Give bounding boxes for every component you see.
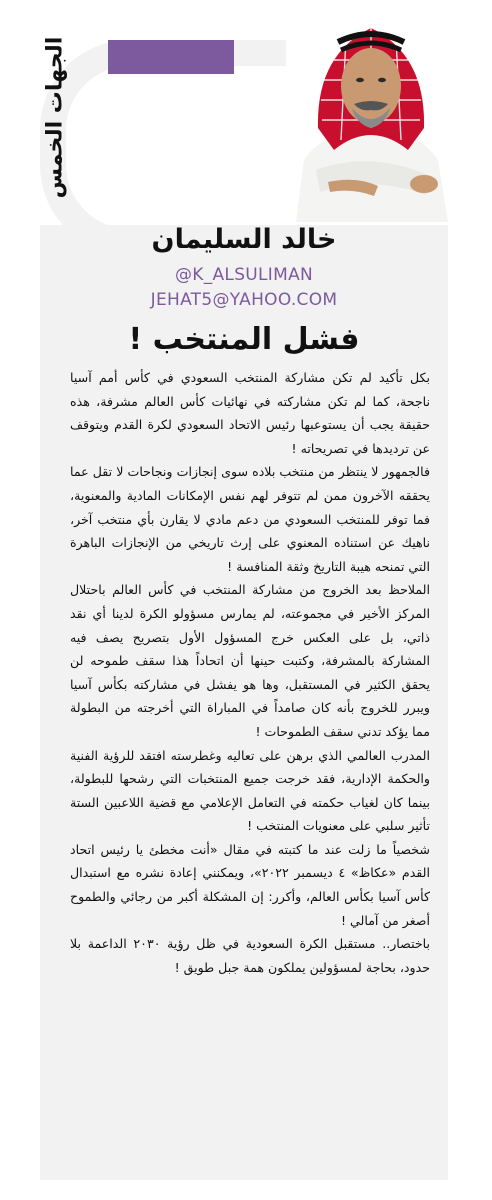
article-paragraph: الملاحظ بعد الخروج من مشاركة المنتخب في كأس العالم باحتلال المركز الأخير في مجموعته، لم يمارس مسؤولو الكرة لدينا أي نقد ذاتي، بل على العكس خرج المسؤول الأول بتصريح يصف فيه المشاركة بالمشرفة، وكتبت حينها أن اتحاداً هذا سقف طموحه لن يحقق الكثير في المستقبل، وها هو يفشل في مشاركته بكأس آسيا ويبرر للخروج بأنه كان صامداً في المباراة التي أخرجته من البطولة مما يؤكد تدني سقف الطموحات ! bbox=[70, 582, 430, 739]
author-email[interactable]: JEHAT5@YAHOO.COM bbox=[150, 290, 338, 310]
article-paragraph: فالجمهور لا ينتظر من منتخب بلاده سوى إنجازات ونجاحات لا تقل عما يحققه الآخرون ممن لم تتوفر لهم نفس الإمكانات المادية والمعنوية، فما توفر للمنتخب السعودي من دعم مادي لا يقارن بأي منتخب آخر، ناهيك عن استناده المعنوي على إرث تاريخي من الإنجازات الباهرة التي تمنحه هيبة التاريخ وثقة المنافسة ! bbox=[70, 464, 430, 574]
article-body bbox=[70, 366, 430, 979]
article-paragraph: بكل تأكيد لم تكن مشاركة المنتخب السعودي في كأس أمم آسيا ناجحة، كما لم تكن مشاركته في نهائيات كأس العالم مشرفة، هذه حقيقة يجب أن يستوعبها رئيس الاتحاد السعودي لكرة القدم ويتوقف عن ترديدها في تصريحاته ! bbox=[70, 370, 430, 456]
article-paragraph: باختصار.. مستقبل الكرة السعودية في ظل رؤية ٢٠٣٠ الداعمة بلا حدود، بحاجة لمسؤولين يملكون همة جبل طويق ! bbox=[70, 936, 430, 975]
author-twitter-handle[interactable]: @K_ALSULIMAN bbox=[174, 265, 314, 285]
article-paragraph: المدرب العالمي الذي برهن على تعاليه وغطرسته افتقد للرؤية الفنية والحكمة الإدارية، فقد خرجت جميع المنتخبات التي رشحها للبطولة، بينما كان لغياب حكمته في التعامل الإعلامي مع قضية اللاعبين الستة تأثير سلبي على معنويات المنتخب ! bbox=[70, 747, 430, 834]
author-photo bbox=[286, 0, 456, 222]
column-label-text: الجهات الخمس bbox=[42, 36, 68, 198]
author-name: خالد السليمان bbox=[151, 224, 337, 255]
article-headline: فشل المنتخب ! bbox=[128, 322, 360, 357]
column-label bbox=[32, 24, 78, 210]
article-paragraph: شخصياً ما زلت عند ما كتبته في مقال «أنت مخطئ يا رئيس اتحاد القدم «عكاظ» ٤ ديسمبر ٢٠٢٢»، ويمكنني إعادة نشره مع استبدال كأس آسيا بكأس العالم، وأكرر: إن المشكلة أكبر من رجائي والطموح أصغر من آمالي ! bbox=[70, 841, 431, 928]
accent-bar bbox=[108, 40, 234, 74]
